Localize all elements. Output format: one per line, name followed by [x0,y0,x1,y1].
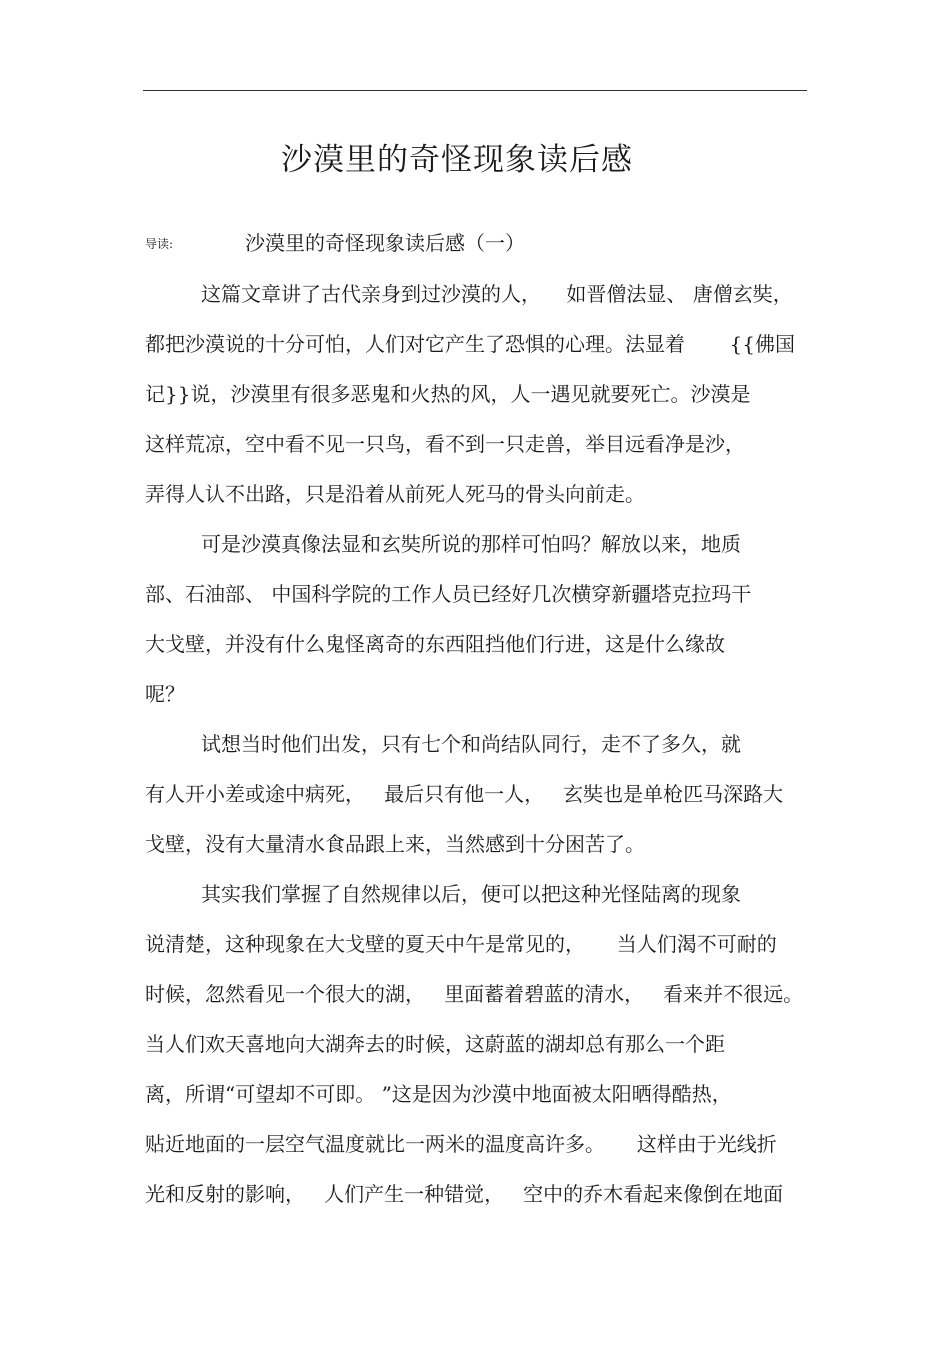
text-line: 都把沙漠说的十分可怕，人们对它产生了恐惧的心理。法显着 {{佛国 [145,332,795,356]
text-line: 记}}说，沙漠里有很多恶鬼和火热的风，人一遇见就要死亡。沙漠是 [145,382,751,406]
guide-label: 导读: [145,237,174,251]
text-line: 可是沙漠真像法显和玄奘所说的那样可怕吗？解放以来，地质 [201,532,741,556]
guide-heading: 沙漠里的奇怪现象读后感（一） [245,231,525,255]
text-line: 部、石油部、 中国科学院的工作人员已经好几次横穿新疆塔克拉玛干 [145,582,752,606]
document-title: 沙漠里的奇怪现象读后感 [281,142,633,178]
text-line: 呢？ [145,682,185,706]
text-line: 有人开小差或途中病死， 最后只有他一人， 玄奘也是单枪匹马深路大 [145,782,784,806]
text-line: 大戈壁，并没有什么鬼怪离奇的东西阻挡他们行进，这是什么缘故 [145,632,725,656]
text-line: 当人们欢天喜地向大湖奔去的时候，这蔚蓝的湖却总有那么一个距 [145,1032,725,1056]
text-line: 其实我们掌握了自然规律以后，便可以把这种光怪陆离的现象 [201,882,741,906]
text-line: 试想当时他们出发，只有七个和尚结队同行，走不了多久，就 [201,732,741,756]
text-line: 光和反射的影响， 人们产生一种错觉， 空中的乔木看起来像倒在地面 [145,1182,784,1206]
text-line: 弄得人认不出路，只是沿着从前死人死马的骨头向前走。 [145,482,645,506]
header-rule [143,90,807,91]
text-line: 贴近地面的一层空气温度就比一两米的温度高许多。 这样由于光线折 [145,1132,777,1156]
text-line: 说清楚，这种现象在大戈壁的夏天中午是常见的， 当人们渴不可耐的 [145,932,777,956]
text-line: 时候，忽然看见一个很大的湖， 里面蓄着碧蓝的清水， 看来并不很远。 [145,982,804,1006]
text-line: 离，所谓“可望却不可即。 ”这是因为沙漠中地面被太阳晒得酷热， [145,1082,732,1106]
text-line: 戈壁，没有大量清水食品跟上来，当然感到十分困苦了。 [145,832,645,856]
text-line: 这样荒凉，空中看不见一只鸟，看不到一只走兽，举目远看净是沙， [145,432,745,456]
text-line: 这篇文章讲了古代亲身到过沙漠的人， 如晋僧法显、 唐僧玄奘， [201,282,793,306]
